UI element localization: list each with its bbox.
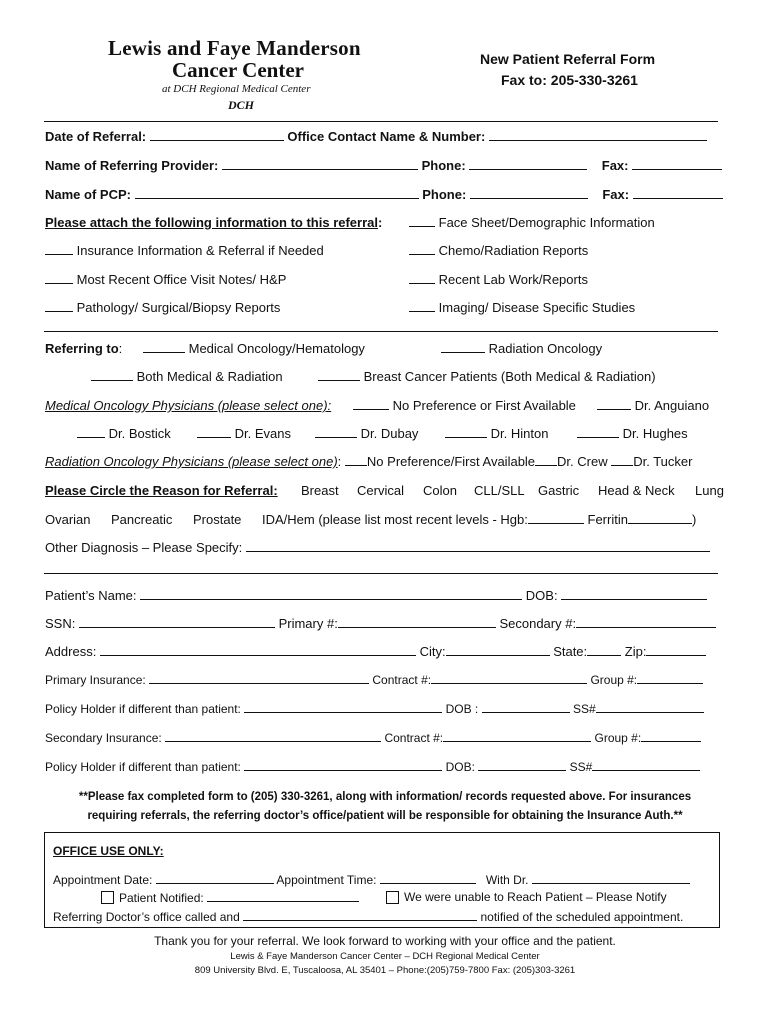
secondary-insurance-label: Secondary Insurance: — [45, 731, 162, 745]
unable-to-reach-label: We were unable to Reach Patient – Please Notify — [404, 890, 667, 904]
rad-onc-option-label: No Preference/First Available — [366, 454, 536, 469]
city-label: City: — [419, 644, 446, 659]
attach-item — [409, 215, 655, 230]
pcp-fax-field[interactable] — [633, 187, 723, 199]
referring-option-blank[interactable] — [441, 341, 485, 353]
med-onc-option-label: No Preference or First Available — [392, 398, 576, 413]
ferritin-label: Ferritin — [587, 512, 628, 527]
attach-item-label: Chemo/Radiation Reports — [438, 243, 589, 258]
dch-logo-mark: DCH — [228, 98, 255, 112]
with-dr-field[interactable] — [532, 872, 690, 884]
referring-provider-field[interactable] — [222, 158, 418, 170]
patient-dob-label: DOB: — [525, 588, 558, 603]
group-label: Group #: — [594, 731, 642, 745]
attach-item — [409, 300, 635, 315]
med-onc-blank[interactable] — [77, 426, 105, 438]
primary-phone-field[interactable] — [338, 616, 496, 628]
referral-date-row — [45, 129, 707, 144]
med-onc-option — [445, 426, 548, 441]
policy-holder-ss-field[interactable] — [592, 759, 700, 771]
other-diagnosis-label: Other Diagnosis – Please Specify: — [45, 540, 243, 555]
reason-option[interactable]: Cervical — [357, 483, 404, 498]
med-onc-option — [77, 426, 171, 441]
pcp-phone-field[interactable] — [470, 187, 588, 199]
pcp-row — [45, 187, 723, 202]
attach-item-label: Pathology/ Surgical/Biopsy Reports — [76, 300, 281, 315]
ida-row — [262, 512, 696, 527]
rad-onc-colon: : — [337, 454, 342, 469]
med-onc-option — [197, 426, 291, 441]
doctor-notified-label: notified of the scheduled appointment. — [480, 910, 684, 924]
policy-holder-ss-label: SS# — [569, 760, 593, 774]
referring-option — [441, 341, 602, 356]
address-field[interactable] — [100, 644, 416, 656]
primary-insurance-row — [45, 672, 703, 687]
appointment-row — [53, 872, 690, 887]
section-divider — [44, 331, 718, 332]
date-of-referral-field[interactable] — [150, 129, 284, 141]
referring-option-label: Both Medical & Radiation — [136, 369, 283, 384]
reason-option[interactable]: Gastric — [538, 483, 580, 498]
date-of-referral-label: Date of Referral: — [45, 129, 147, 144]
address-label: Address: — [45, 644, 97, 659]
policy-holder-label: Policy Holder if different than patient: — [45, 760, 241, 774]
policy-holder-row — [45, 759, 700, 774]
referring-option-blank[interactable] — [91, 369, 133, 381]
primary-phone-label: Primary #: — [278, 616, 338, 631]
referring-provider-row — [45, 158, 722, 173]
fax-notice-line2: requiring referrals, the referring doctor’s office/patient will be responsible for obtaining the Insurance Auth.** — [87, 810, 683, 822]
doctor-called-field[interactable] — [243, 909, 477, 921]
rad-onc-blank[interactable] — [345, 454, 367, 466]
logo-subtitle: at DCH Regional Medical Center — [162, 83, 311, 95]
policy-holder-dob-field[interactable] — [482, 701, 570, 713]
footer-address: 809 University Blvd. E, Tuscaloosa, AL 35401 – Phone:(205)759-7800 Fax: (205)303-3261 — [194, 965, 576, 976]
med-onc-option — [353, 398, 576, 413]
policy-holder-dob-field[interactable] — [478, 759, 566, 771]
rad-onc-blank[interactable] — [535, 454, 557, 466]
group-field[interactable] — [641, 730, 701, 742]
policy-holder-label: Policy Holder if different than patient: — [45, 702, 241, 716]
footer-center-name: Lewis & Faye Manderson Cancer Center – DCH Regional Medical Center — [230, 951, 540, 962]
med-onc-option-label: Dr. Hughes — [622, 426, 688, 441]
reason-option[interactable]: CLL/SLL — [474, 483, 525, 498]
secondary-phone-label: Secondary #: — [499, 616, 577, 631]
appointment-time-label: Appointment Time: — [276, 873, 377, 887]
doctor-called-row — [53, 909, 683, 924]
attach-check-blank[interactable] — [45, 272, 73, 284]
patient-notified-field[interactable] — [207, 890, 359, 902]
patient-ssn-row — [45, 616, 716, 631]
zip-label: Zip: — [624, 644, 647, 659]
patient-notified-checkbox[interactable] — [101, 891, 114, 904]
med-onc-blank[interactable] — [577, 426, 619, 438]
policy-holder-field[interactable] — [244, 759, 442, 771]
patient-address-row — [45, 644, 706, 659]
other-diagnosis-row — [45, 540, 710, 555]
policy-holder-dob-label: DOB: — [445, 760, 475, 774]
referring-option-label: Radiation Oncology — [488, 341, 603, 356]
rad-onc-label: Radiation Oncology Physicians (please select one) — [45, 454, 338, 469]
patient-dob-field[interactable] — [561, 588, 707, 600]
referring-option — [143, 341, 365, 356]
rad-onc-row — [45, 454, 692, 469]
group-field[interactable] — [637, 672, 703, 684]
logo-center-line: Cancer Center — [172, 58, 304, 82]
thank-you-line: Thank you for your referral. We look forward to working with your office and the patient. — [154, 934, 616, 948]
med-onc-option-label: Dr. Evans — [234, 426, 291, 441]
referring-option-label: Breast Cancer Patients (Both Medical & Radiation) — [363, 369, 656, 384]
attach-item-label: Recent Lab Work/Reports — [438, 272, 588, 287]
reason-option[interactable]: Head & Neck — [598, 483, 675, 498]
referring-option-blank[interactable] — [318, 369, 360, 381]
med-onc-option-label: Dr. Dubay — [360, 426, 419, 441]
ferritin-field[interactable] — [628, 512, 692, 524]
section-divider — [44, 573, 718, 574]
attach-item — [409, 272, 588, 287]
primary-insurance-field[interactable] — [149, 672, 369, 684]
state-field[interactable] — [587, 644, 621, 656]
referring-option-label: Medical Oncology/Hematology — [188, 341, 365, 356]
office-contact-label: Office Contact Name & Number: — [287, 129, 486, 144]
med-onc-blank[interactable] — [197, 426, 231, 438]
attach-check-blank[interactable] — [409, 215, 435, 227]
attach-check-blank[interactable] — [409, 272, 435, 284]
attach-check-blank[interactable] — [45, 300, 73, 312]
referring-to-label: Referring to — [45, 341, 119, 356]
policy-holder-field[interactable] — [244, 701, 442, 713]
referring-option — [318, 369, 656, 384]
appointment-date-field[interactable] — [156, 872, 274, 884]
fax-number-heading: Fax to: 205-330-3261 — [501, 72, 638, 88]
attach-heading: Please attach the following information to this referral — [45, 215, 378, 230]
pcp-label: Name of PCP: — [45, 187, 131, 202]
referring-to-row — [45, 341, 122, 356]
referring-provider-label: Name of Referring Provider: — [45, 158, 219, 173]
patient-name-field[interactable] — [140, 588, 522, 600]
policy-holder-ss-field[interactable] — [596, 701, 704, 713]
med-onc-option — [597, 398, 709, 413]
office-use-title: OFFICE USE ONLY: — [53, 844, 164, 858]
provider-fax-field[interactable] — [632, 158, 722, 170]
patient-name-row — [45, 588, 707, 603]
contract-label: Contract #: — [384, 731, 444, 745]
pcp-fax-label: Fax: — [602, 187, 630, 202]
pcp-phone-label: Phone: — [422, 187, 467, 202]
attach-item — [45, 272, 286, 287]
policy-holder-row — [45, 701, 704, 716]
ssn-label: SSN: — [45, 616, 76, 631]
header-divider — [44, 121, 718, 122]
secondary-insurance-row — [45, 730, 701, 745]
doctor-called-label: Referring Doctor’s office called and — [53, 910, 240, 924]
appointment-date-label: Appointment Date: — [53, 873, 153, 887]
contract-label: Contract #: — [372, 673, 432, 687]
policy-holder-dob-label: DOB : — [445, 702, 479, 716]
contract-field[interactable] — [431, 672, 587, 684]
reason-label: Please Circle the Reason for Referral: — [45, 483, 278, 498]
appointment-time-field[interactable] — [380, 872, 476, 884]
rad-onc-option-label: Dr. Crew — [557, 454, 608, 469]
ida-close-paren: ) — [691, 512, 697, 527]
attach-item — [409, 243, 588, 258]
other-diagnosis-field[interactable] — [246, 540, 710, 552]
reason-option[interactable]: Ovarian — [45, 512, 91, 527]
attach-item — [45, 300, 280, 315]
med-onc-option — [577, 426, 688, 441]
city-field[interactable] — [446, 644, 550, 656]
rad-onc-option-label: Dr. Tucker — [633, 454, 693, 469]
secondary-phone-field[interactable] — [576, 616, 716, 628]
med-onc-option-label: Dr. Bostick — [108, 426, 171, 441]
reason-option[interactable]: Pancreatic — [111, 512, 173, 527]
med-onc-blank[interactable] — [445, 426, 487, 438]
attach-check-blank[interactable] — [409, 300, 435, 312]
state-label: State: — [553, 644, 588, 659]
referring-option-blank[interactable] — [143, 341, 185, 353]
with-dr-label: With Dr. — [485, 873, 529, 887]
hgb-field[interactable] — [528, 512, 584, 524]
unable-to-reach-checkbox[interactable] — [386, 891, 399, 904]
attach-item-label: Imaging/ Disease Specific Studies — [438, 300, 636, 315]
reason-option[interactable]: Prostate — [193, 512, 242, 527]
contract-field[interactable] — [443, 730, 591, 742]
attach-heading-row — [45, 215, 382, 230]
provider-phone-field[interactable] — [469, 158, 587, 170]
med-onc-blank[interactable] — [597, 398, 631, 410]
med-onc-option-label: Dr. Hinton — [490, 426, 549, 441]
fax-notice-line1: **Please fax completed form to (205) 330-3261, along with information/ records requested above. For insurances — [78, 791, 692, 803]
med-onc-blank[interactable] — [315, 426, 357, 438]
ida-hem-option[interactable]: IDA/Hem (please list most recent levels - Hgb: — [262, 512, 528, 527]
office-contact-field[interactable] — [489, 129, 707, 141]
group-label: Group #: — [590, 673, 638, 687]
med-onc-option — [315, 426, 418, 441]
logo-name-line: Lewis and Faye Manderson — [108, 36, 361, 60]
primary-insurance-label: Primary Insurance: — [45, 673, 146, 687]
med-onc-label: Medical Oncology Physicians (please select one): — [45, 398, 332, 413]
attach-item-label: Most Recent Office Visit Notes/ H&P — [76, 272, 287, 287]
zip-field[interactable] — [646, 644, 706, 656]
form-title: New Patient Referral Form — [480, 51, 656, 67]
patient-notified-row — [119, 890, 359, 905]
pcp-field[interactable] — [135, 187, 419, 199]
med-onc-blank[interactable] — [353, 398, 389, 410]
ssn-field[interactable] — [79, 616, 275, 628]
provider-fax-label: Fax: — [601, 158, 629, 173]
policy-holder-ss-label: SS# — [572, 702, 596, 716]
attach-item-label: Insurance Information & Referral if Needed — [76, 243, 324, 258]
reason-option[interactable]: Lung — [695, 483, 724, 498]
patient-name-label: Patient’s Name: — [45, 588, 137, 603]
rad-onc-blank[interactable] — [611, 454, 633, 466]
attach-item — [45, 243, 324, 258]
attach-check-blank[interactable] — [409, 243, 435, 255]
attach-heading-colon: : — [378, 215, 383, 230]
referring-to-colon: : — [118, 341, 123, 356]
provider-phone-label: Phone: — [421, 158, 466, 173]
reason-option[interactable]: Breast — [301, 483, 339, 498]
referring-option — [91, 369, 283, 384]
reason-option[interactable]: Colon — [423, 483, 457, 498]
secondary-insurance-field[interactable] — [165, 730, 381, 742]
patient-notified-label: Patient Notified: — [119, 891, 204, 905]
attach-check-blank[interactable] — [45, 243, 73, 255]
med-onc-option-label: Dr. Anguiano — [634, 398, 710, 413]
attach-item-label: Face Sheet/Demographic Information — [438, 215, 655, 230]
